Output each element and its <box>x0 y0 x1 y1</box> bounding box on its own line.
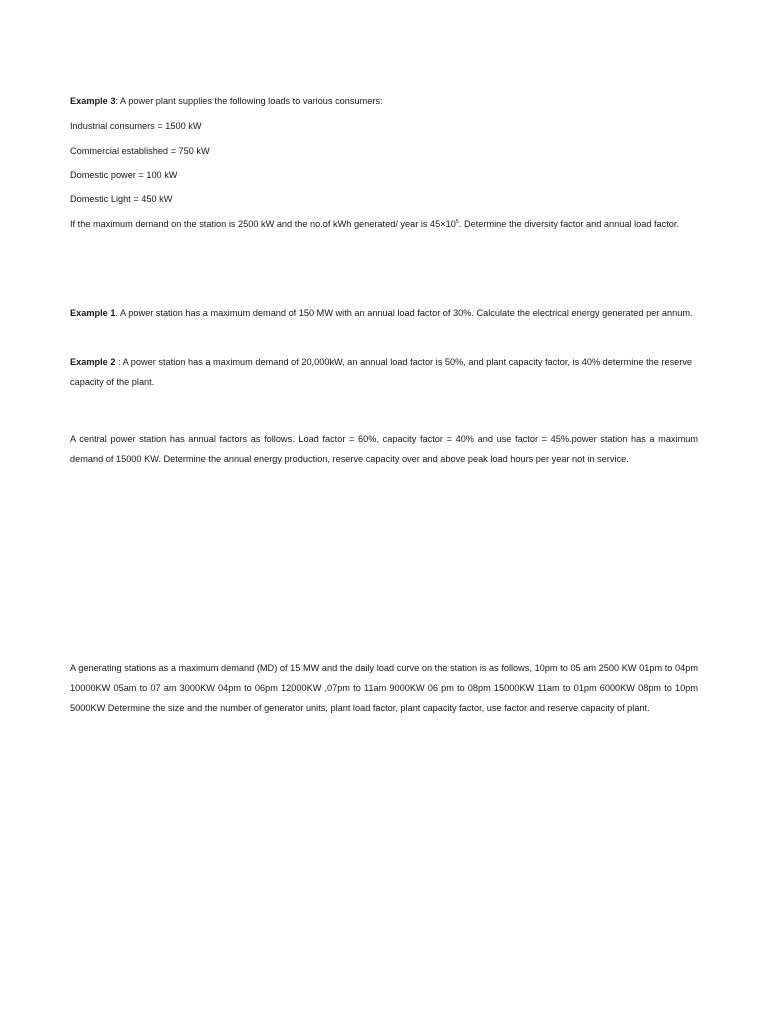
load-domestic-light-text: Domestic Light = 450 kW <box>70 194 173 204</box>
central-station-text: A central power station has annual factors as follows. Load factor = 60%, capacity factor = 40% and use factor = 45%.power station has a maximum demand of 15000 KW. Determine the annual energy production, reserve capacity over and above peak load hours per year not in service. <box>70 434 698 464</box>
load-domestic-power-text: Domestic power = 100 kW <box>70 170 178 180</box>
example-1-body: . A power station has a maximum demand of 150 MW with an annual load factor of 30%. Calculate the electrical energy generated per annum. <box>115 308 693 318</box>
example-2-body: : A power station has a maximum demand of 20,000kW, an annual load factor is 50%, and plant capacity factor, is 40% determine the reserve capacity of the plant. <box>70 357 693 387</box>
load-industrial-text: Industrial consumers = 1500 kW <box>70 121 202 131</box>
central-station-problem <box>70 429 698 469</box>
load-item-domestic-power <box>70 167 698 183</box>
question-part-2: . Determine the diversity factor and annual load factor. <box>458 219 680 229</box>
load-item-commercial <box>70 143 698 159</box>
exponent: 5 <box>455 218 459 225</box>
load-item-domestic-light <box>70 191 698 207</box>
example-2-text <box>70 352 698 392</box>
example-1-text <box>70 303 698 323</box>
example-3-question <box>70 214 698 234</box>
example-2-label: Example 2 <box>70 357 116 367</box>
example-3-question-text <box>70 214 698 234</box>
example-3-intro <box>70 93 698 109</box>
generating-station-text: A generating stations as a maximum demand (MD) of 15 MW and the daily load curve on the station is as follows, 10pm to 05 am 2500 KW 01pm to 04pm 10000KW 05am to 07 am 3000KW 04pm to 06pm 12000KW ,07pm to 11am 9000KW 06 pm to 08pm 15000KW 11am to 01pm 6000KW 08pm to 10pm 5000KW Determine the size and the number of generator units, plant load factor, plant capacity factor, use factor and reserve capacity of plant. <box>70 663 698 713</box>
generating-station-problem <box>70 658 698 718</box>
question-part-1: If the maximum demand on the station is 2500 kW and the no.of kWh generated/ year is 45×10 <box>70 219 456 229</box>
example-2-section <box>70 352 698 392</box>
example-3-label: Example 3 <box>70 96 116 106</box>
load-commercial-text: Commercial established = 750 kW <box>70 146 210 156</box>
example-3-section <box>70 93 698 109</box>
load-item-industrial <box>70 118 698 134</box>
example-3-intro-text: : A power plant supplies the following loads to various consumers: <box>115 96 383 106</box>
example-1-section <box>70 303 698 323</box>
example-1-label: Example 1 <box>70 308 116 318</box>
